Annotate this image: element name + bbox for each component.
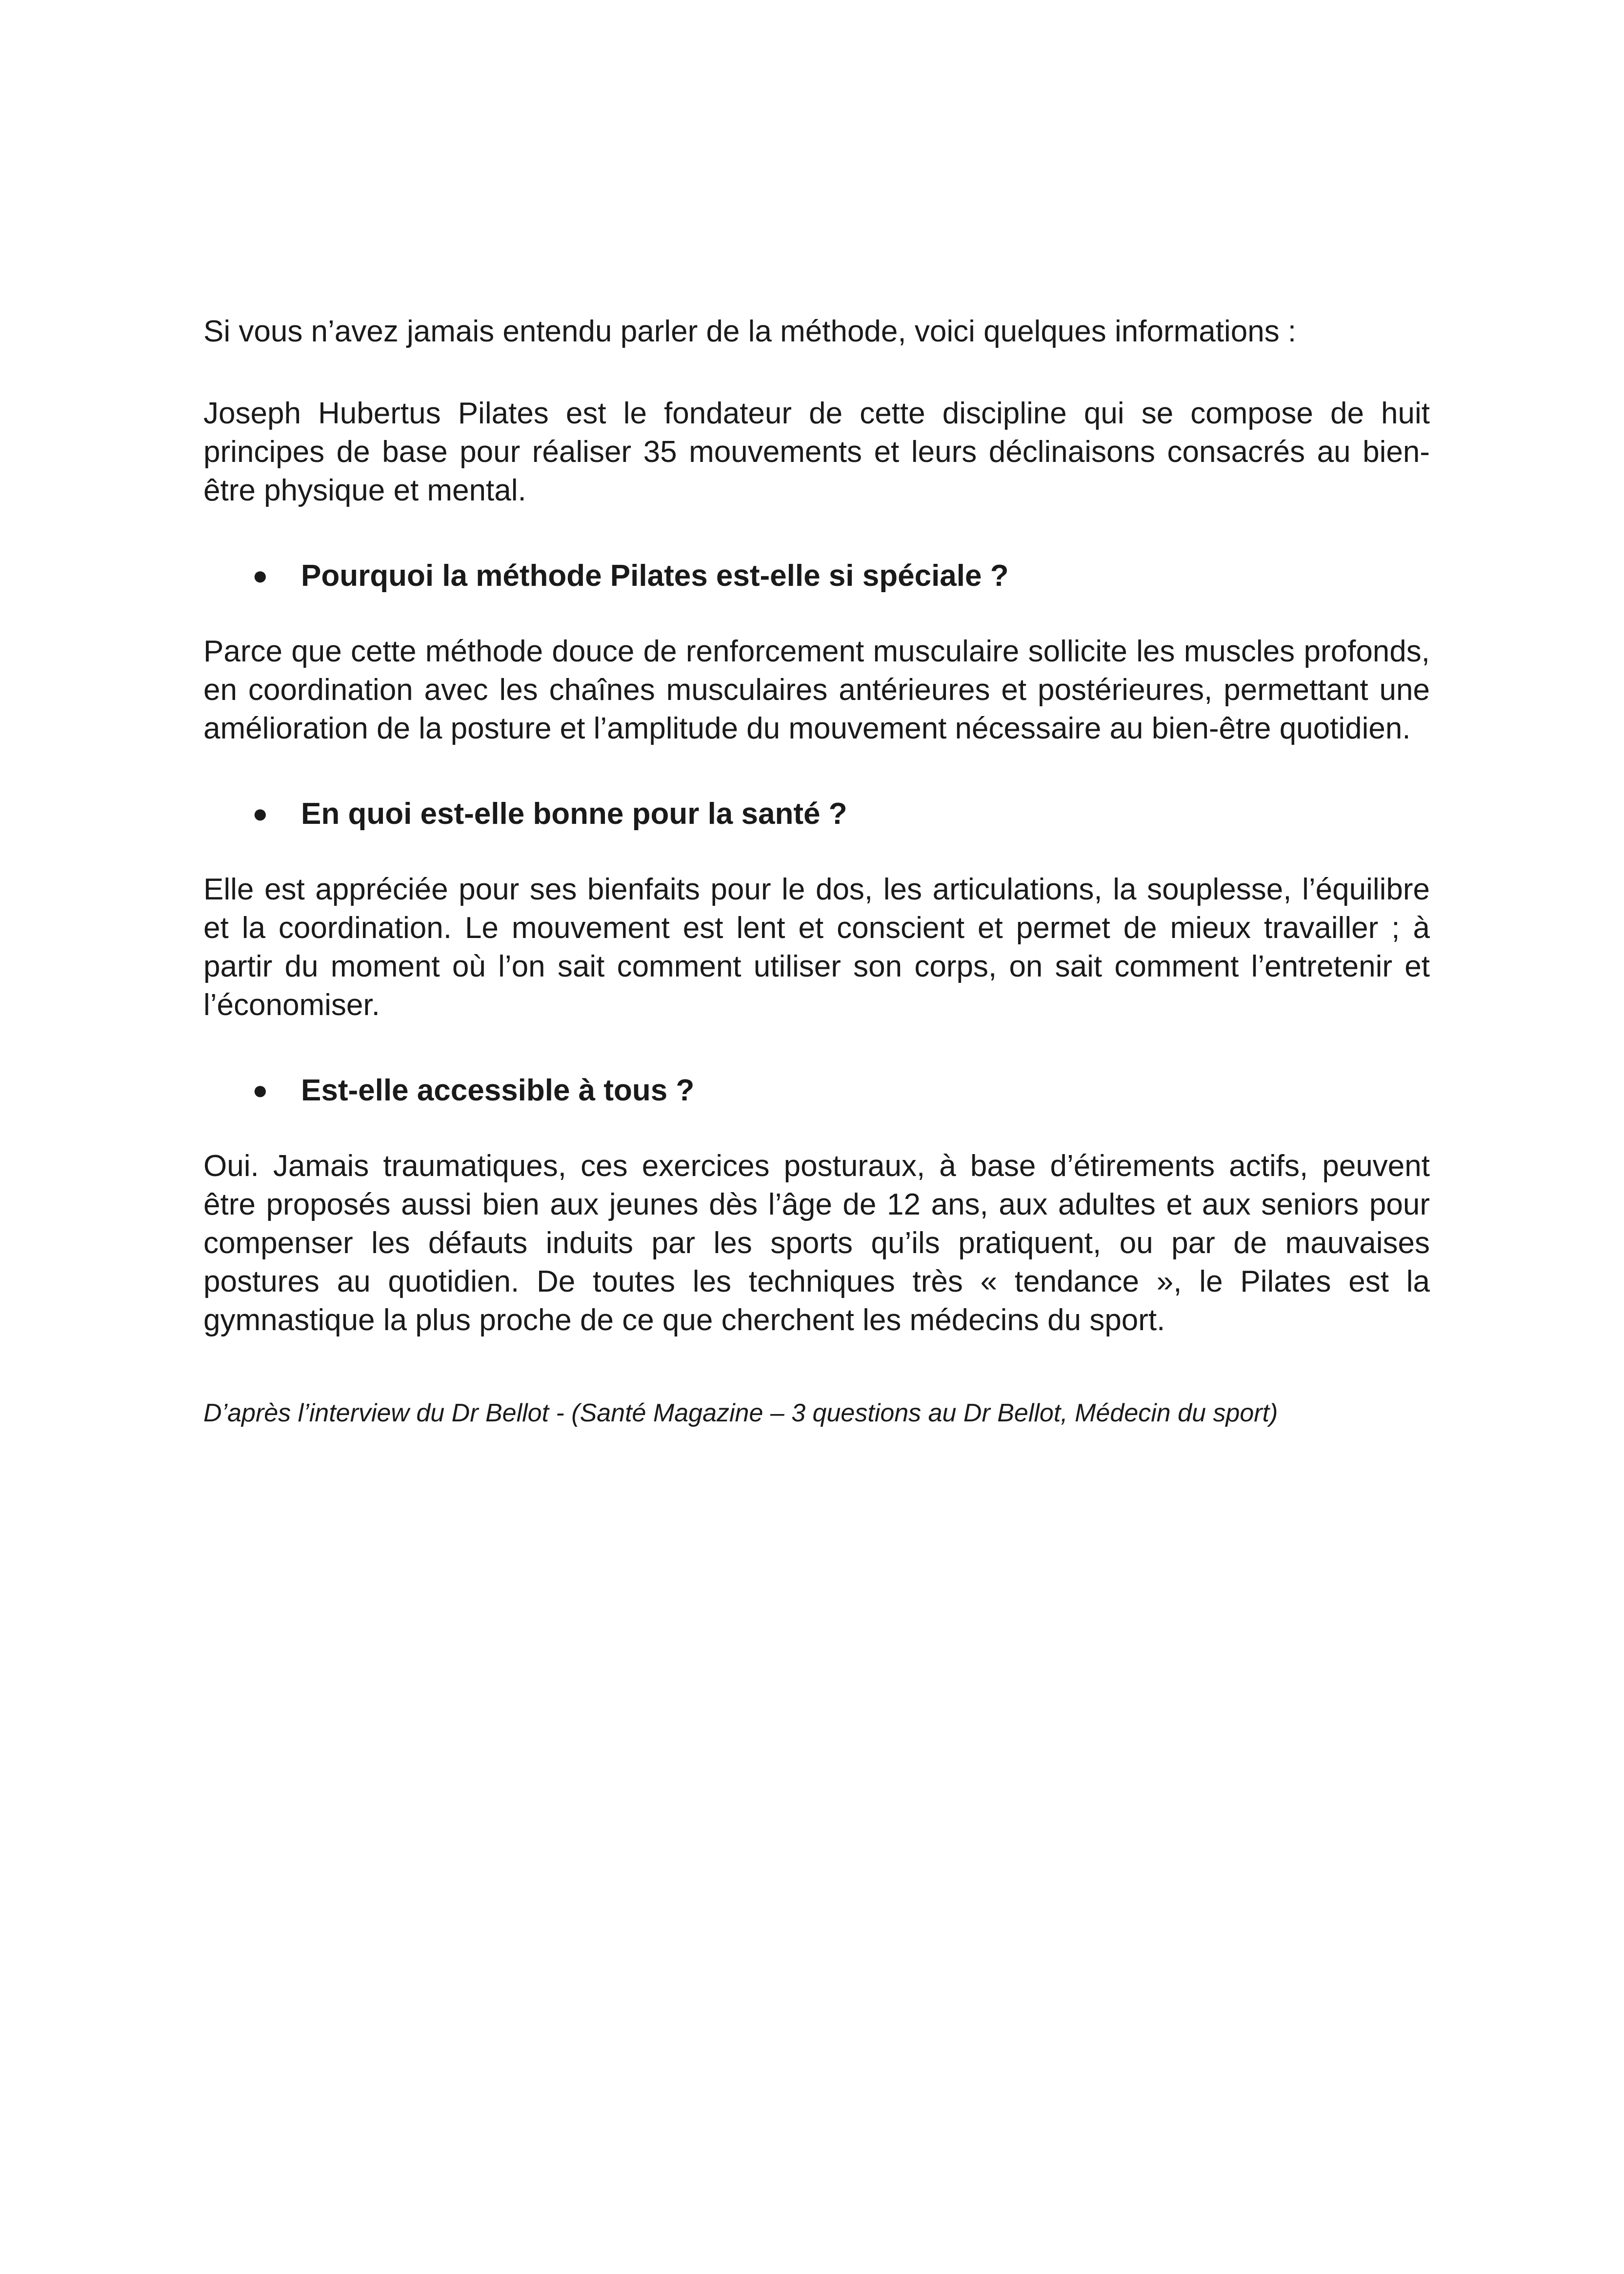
- document-body: [203, 312, 1430, 1455]
- section-text-special: Parce que cette méthode douce de renforcement musculaire sollicite les muscles profonds, en coordination avec les chaînes musculaires antérieures et postérieures, permettant une amélioration de la posture et l’amplitude du mouvement nécessaire au bien-être quotidien.: [203, 635, 1430, 745]
- bullet-icon: ●: [252, 561, 268, 590]
- section-heading-health: [203, 795, 1430, 833]
- section-text-health: Elle est appréciée pour ses bienfaits pour le dos, les articulations, la souplesse, l’équilibre et la coordination. Le mouvement est lent et conscient et permet de mieux travailler ; à partir du moment où l’on sait comment utiliser son corps, on sait comment l’entretenir et l’économiser.: [203, 873, 1430, 1022]
- bullet-icon: ●: [252, 799, 268, 828]
- section-heading-special: [203, 557, 1430, 595]
- section-heading-text: Est-elle accessible à tous ?: [301, 1074, 695, 1107]
- founder-paragraph: Joseph Hubertus Pilates est le fondateur de cette discipline qui se compose de huit principes de base pour réaliser 35 mouvements et leurs déclinaisons consacrés au bien-être physique et mental.: [203, 397, 1430, 507]
- intro-line: Si vous n’avez jamais entendu parler de la méthode, voici quelques informations :: [203, 315, 1297, 348]
- bullet-icon: ●: [252, 1076, 268, 1105]
- section-heading-text: Pourquoi la méthode Pilates est-elle si spéciale ?: [301, 559, 1009, 593]
- section-heading-text: En quoi est-elle bonne pour la santé ?: [301, 797, 847, 831]
- section-heading-access: [203, 1071, 1430, 1110]
- section-text-access: Oui. Jamais traumatiques, ces exercices posturaux, à base d’étirements actifs, peuvent être proposés aussi bien aux jeunes dès l’âge de 12 ans, aux adultes et aux seniors pour compenser les défauts induits par les sports qu’ils pratiquent, ou par de mauvaises postures au quotidien. De toutes les techniques très « tendance », le Pilates est la gymnastique la plus proche de ce que cherchent les médecins du sport.: [203, 1149, 1430, 1337]
- source-citation: D’après l’interview du Dr Bellot - (Santé Magazine – 3 questions au Dr Bellot, Médecin du sport): [203, 1399, 1278, 1427]
